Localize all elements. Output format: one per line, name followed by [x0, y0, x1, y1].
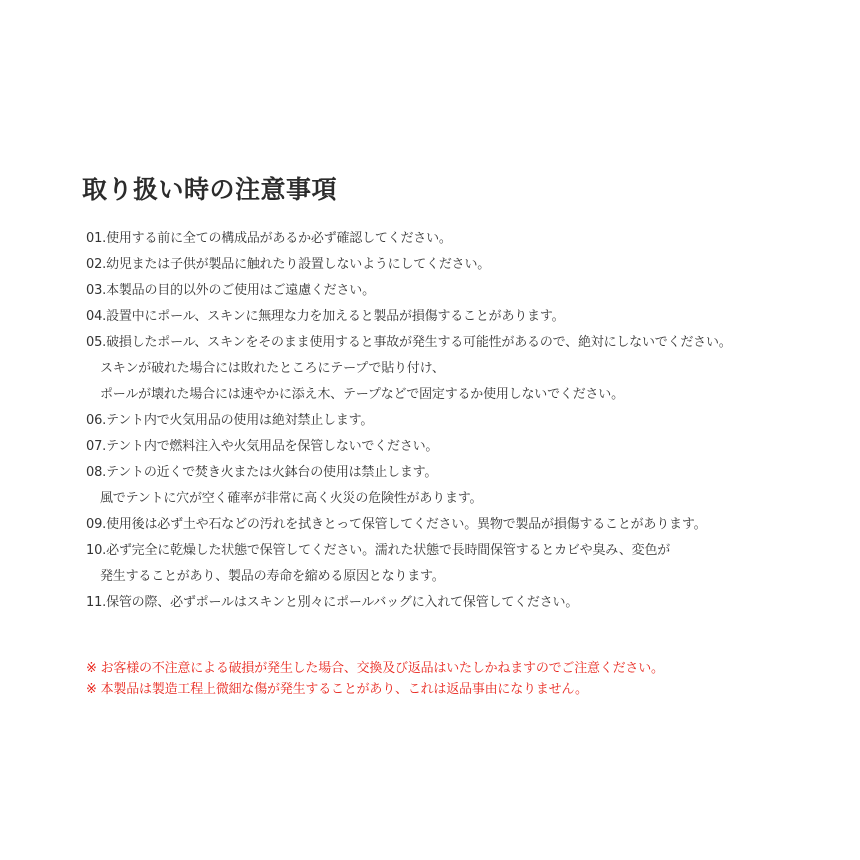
note-item-06: 06.テント内で火気用品の使用は絶対禁止します。 [86, 413, 374, 428]
warning-item-2: ※ 本製品は製造工程上微細な傷が発生することがあり、これは返品事由になりません。 [86, 682, 588, 697]
note-item-01: 01.使用する前に全ての構成品があるか必ず確認してください。 [86, 231, 452, 246]
note-item-02: 02.幼児または子供が製品に触れたり設置しないようにしてください。 [86, 257, 491, 272]
note-item-03: 03.本製品の目的以外のご使用はご遠慮ください。 [86, 283, 375, 298]
note-item-08: 08.テントの近くで焚き火または火鉢台の使用は禁止します。 [86, 465, 438, 480]
note-item-08-continuation: 風でテントに穴が空く確率が非常に高く火災の危険性があります。 [100, 491, 483, 506]
precautions-list [86, 226, 856, 616]
warning-list [86, 658, 856, 700]
note-item-07: 07.テント内で燃料注入や火気用品を保管しないでください。 [86, 439, 439, 454]
warning-item-1: ※ お客様の不注意による破損が発生した場合、交換及び返品はいたしかねますのでご注意ください。 [86, 661, 664, 676]
note-item-05-continuation-2: ポールが壊れた場合には速やかに添え木、テープなどで固定するか使用しないでください。 [100, 387, 624, 402]
note-item-04: 04.設置中にポール、スキンに無理な力を加えると製品が損傷することがあります。 [86, 309, 565, 324]
note-item-10-continuation: 発生することがあり、製品の寿命を縮める原因となります。 [100, 569, 445, 584]
note-item-09: 09.使用後は必ず土や石などの汚れを拭きとって保管してください。異物で製品が損傷することがあります。 [86, 517, 707, 532]
note-item-11: 11.保管の際、必ずポールはスキンと別々にポールバッグに入れて保管してください。 [86, 595, 579, 610]
note-item-10: 10.必ず完全に乾燥した状態で保管してください。濡れた状態で長時間保管するとカビや臭み、変色が [86, 543, 671, 558]
note-item-05: 05.破損したポール、スキンをそのまま使用すると事故が発生する可能性があるので、絶対にしないでください。 [86, 335, 732, 350]
page-title: 取り扱い時の注意事項 [82, 175, 338, 204]
note-item-05-continuation-1: スキンが破れた場合には敗れたところにテープで貼り付け、 [100, 361, 445, 376]
